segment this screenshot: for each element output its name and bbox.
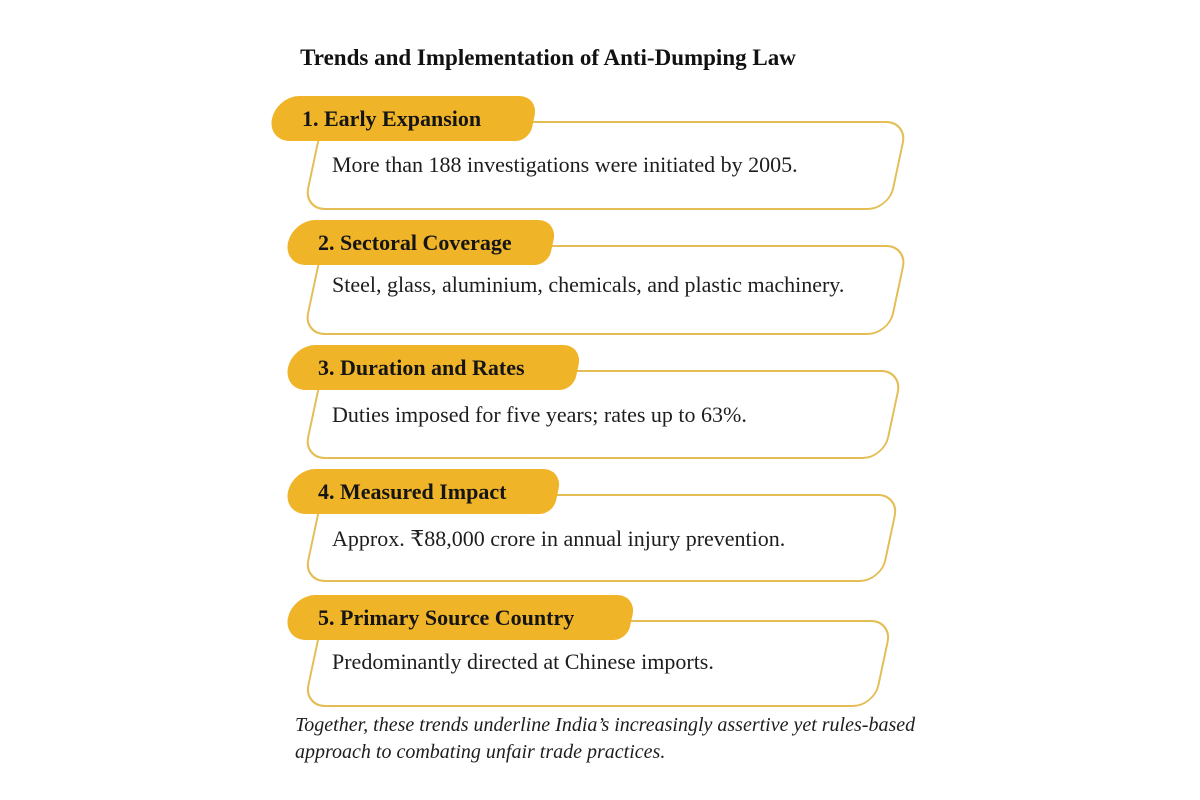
step-3-header-label: 3. Duration and Rates [318, 355, 525, 380]
diagram-title: Trends and Implementation of Anti-Dumping Law [300, 45, 796, 70]
step-2-header-label: 2. Sectoral Coverage [318, 230, 512, 255]
step-1-header-label: 1. Early Expansion [302, 106, 482, 131]
diagram-step-4 [270, 469, 930, 578]
step-3-description: Duties imposed for five years; rates up to 63%. [332, 402, 747, 427]
step-2-description: Steel, glass, aluminium, chemicals, and plastic machinery. [332, 272, 845, 297]
summary-line-2: approach to combating unfair trade practices. [295, 741, 666, 763]
diagram-step-5 [270, 595, 930, 703]
diagram-step-3 [270, 345, 930, 455]
summary-line-1: Together, these trends underline India’s increasingly assertive yet rules-based [295, 714, 916, 736]
step-5-header-label: 5. Primary Source Country [318, 605, 575, 630]
diagram-step-1 [270, 96, 930, 206]
diagram-summary [295, 712, 955, 766]
diagram-step-2 [270, 220, 930, 331]
step-4-description: Approx. ₹88,000 crore in annual injury prevention. [332, 526, 786, 551]
step-5-description: Predominantly directed at Chinese imports. [332, 649, 714, 674]
step-1-description: More than 188 investigations were initiated by 2005. [332, 152, 798, 177]
step-4-header-label: 4. Measured Impact [318, 479, 507, 504]
